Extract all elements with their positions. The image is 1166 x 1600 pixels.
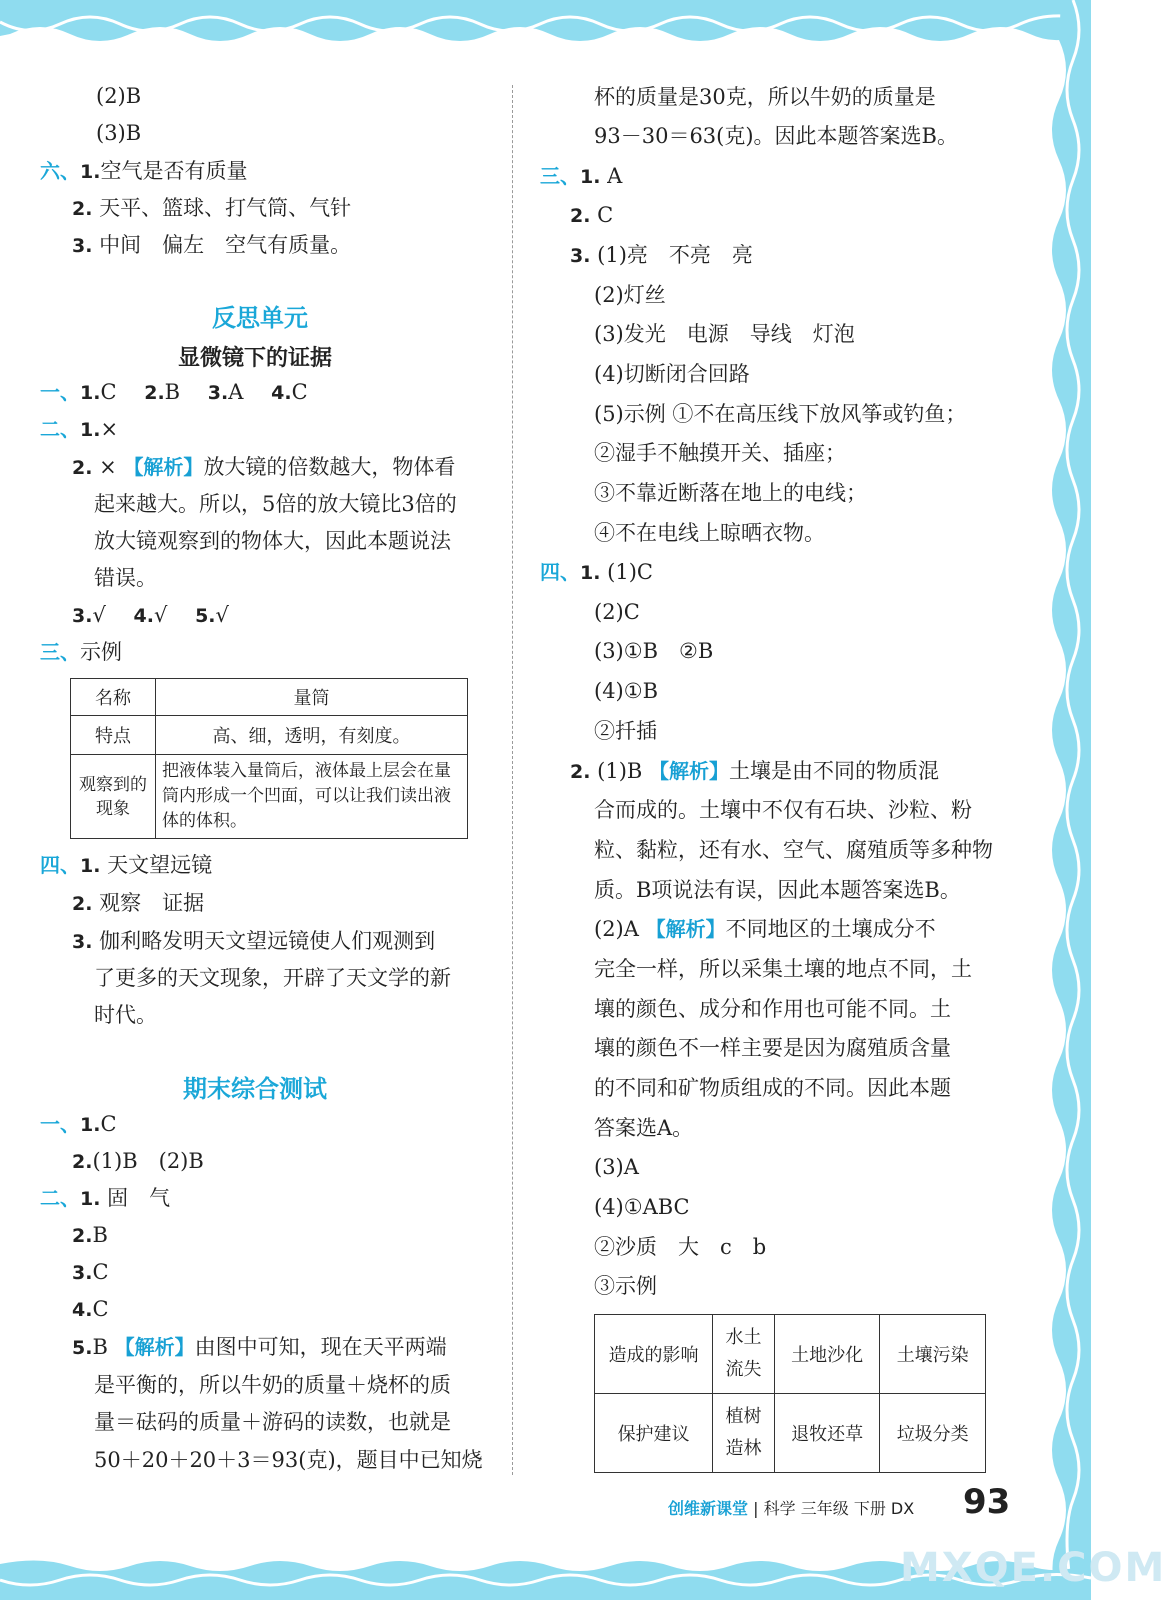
question-number: 2. <box>570 205 591 227</box>
answer-line: (4)①ABC <box>594 1195 690 1219</box>
section-four <box>40 851 212 880</box>
table-cell: 把液体装入量筒后，液体最上层会在量筒内形成一个凹面，可以让我们读出液体的体积。 <box>156 755 468 839</box>
answer-line: (3)①B ②B <box>594 639 714 663</box>
answer-line: ③示例 <box>594 1274 657 1298</box>
question-number: 1. <box>80 161 101 183</box>
section-label: 六、 <box>40 159 80 183</box>
answer-text: 空气是否有质量 <box>100 159 248 183</box>
analysis-line: 粒、黏粒，还有水、空气、腐殖质等多种物 <box>594 838 993 862</box>
soil-protection-table <box>594 1314 986 1473</box>
answer-line: ③不靠近断落在地上的电线； <box>594 481 867 505</box>
table-cell: 名称 <box>71 679 156 716</box>
column-divider <box>512 85 513 1475</box>
graduated-cylinder-table <box>70 678 468 839</box>
answer-text: C <box>100 1112 117 1136</box>
section-label: 四、 <box>40 853 80 877</box>
answer-text: √ <box>215 603 229 627</box>
table-cell: 植树造林 <box>713 1394 775 1473</box>
edition-label: DX <box>890 1499 915 1518</box>
answer-line: (4)切断闭合回路 <box>594 362 750 386</box>
section-label: 二、 <box>40 417 80 441</box>
answer-text: 中间 偏左 空气有质量。 <box>99 233 352 257</box>
analysis-text: 由图中可知，现在天平两端 <box>194 1335 447 1359</box>
page-number: 93 <box>963 1482 1011 1522</box>
answer-line: 时代。 <box>94 1003 157 1027</box>
table-cell: 土壤污染 <box>880 1315 986 1394</box>
answer-text: (1)B <box>597 759 643 783</box>
page-footer: 创维新课堂 | 科学 三年级 下册 DX <box>668 1499 915 1518</box>
answer-line: (4)①B <box>594 679 659 703</box>
question-number: 1. <box>80 1114 101 1136</box>
answer-line: (2)B <box>96 84 142 108</box>
analysis-text: 放大镜的倍数越大，物体看 <box>203 455 456 479</box>
analysis-text: 不同地区的土壤成分不 <box>725 917 936 941</box>
unit-title: 反思单元 <box>212 304 308 332</box>
answer-line <box>594 915 936 943</box>
question-number: 4. <box>271 382 292 404</box>
answer-line <box>72 1221 108 1250</box>
section-two <box>40 1184 170 1213</box>
answer-line: (3)发光 电源 导线 灯泡 <box>594 322 855 346</box>
analysis-line: 壤的颜色不一样主要是因为腐殖质含量 <box>594 1036 951 1060</box>
answer-text: B <box>92 1335 108 1359</box>
answer-line: (3)B <box>96 121 142 145</box>
analysis-line: 93－30＝63(克)。因此本题答案选B。 <box>594 124 958 148</box>
answer-line <box>570 201 613 230</box>
answer-text: (1)C <box>607 560 653 584</box>
analysis-line: 质。B项说法有误，因此本题答案选B。 <box>594 878 961 902</box>
answer-line <box>72 231 351 260</box>
answer-line: ②沙质 大 c b <box>594 1235 767 1259</box>
section-six <box>40 157 247 186</box>
analysis-line: 放大镜观察到的物体大，因此本题说法 <box>94 529 451 553</box>
analysis-tag: 【解析】 <box>645 917 726 941</box>
section-label: 四、 <box>540 560 580 584</box>
table-cell: 特点 <box>71 716 156 755</box>
table-cell: 土地沙化 <box>774 1315 880 1394</box>
section-label: 二、 <box>40 1186 80 1210</box>
answer-line: 了更多的天文现象，开辟了天文学的新 <box>94 966 451 990</box>
analysis-line: 完全一样，所以采集土壤的地点不同，土 <box>594 957 972 981</box>
section-three <box>40 638 122 666</box>
analysis-line: 起来越大。所以，5倍的放大镜比3倍的 <box>94 492 457 516</box>
analysis-tag: 【解析】 <box>114 1335 195 1359</box>
analysis-line: 壤的颜色、成分和作用也可能不同。土 <box>594 997 951 1021</box>
analysis-tag: 【解析】 <box>123 455 204 479</box>
table-cell: 垃圾分类 <box>880 1394 986 1473</box>
table-row <box>71 679 468 716</box>
answer-text: (1)B (2)B <box>92 1149 204 1173</box>
question-number: 1. <box>80 382 101 404</box>
answer-text: × <box>100 417 119 441</box>
analysis-text: 土壤是由不同的物质混 <box>729 759 940 783</box>
table-cell: 退牧还草 <box>774 1394 880 1473</box>
answer-line <box>570 757 939 786</box>
answer-line <box>72 927 435 956</box>
answer-line <box>72 453 455 482</box>
question-number: 4. <box>72 1299 93 1321</box>
answer-text: 观察 证据 <box>99 891 205 915</box>
right-wave-border <box>1031 0 1091 1600</box>
brand-name: 创维新课堂 <box>668 1499 749 1518</box>
section-label: 三、 <box>40 640 80 664</box>
question-number: 2. <box>72 893 93 915</box>
answer-line <box>570 241 753 270</box>
question-number: 4. <box>133 605 154 627</box>
question-number: 1. <box>80 855 101 877</box>
answer-text: C <box>92 1297 109 1321</box>
question-number: 3. <box>72 605 93 627</box>
question-number: 2. <box>144 382 165 404</box>
answer-text: C <box>597 203 614 227</box>
answer-line: (5)示例 ①不在高压线下放风筝或钓鱼； <box>594 402 967 426</box>
analysis-tag: 【解析】 <box>649 759 730 783</box>
section-label: 三、 <box>540 164 580 188</box>
volume-label: 下册 <box>853 1499 886 1518</box>
answer-line: ②扦插 <box>594 719 657 743</box>
answer-line <box>72 889 204 918</box>
table-cell: 量筒 <box>156 679 468 716</box>
section-four <box>540 558 653 587</box>
answer-text: A <box>607 164 623 188</box>
answer-text: 固 气 <box>107 1186 171 1210</box>
table-row <box>595 1394 986 1473</box>
question-number: 3. <box>72 931 93 953</box>
answer-text: 示例 <box>80 640 122 664</box>
answer-text: C <box>100 380 138 404</box>
answer-text: √ <box>153 603 189 627</box>
subject-label: 科学 <box>763 1499 796 1518</box>
section-one <box>40 378 308 407</box>
table-cell: 水土流失 <box>713 1315 775 1394</box>
answer-line <box>72 1258 109 1287</box>
answer-text: (2)A <box>594 917 639 941</box>
question-number: 1. <box>80 1188 101 1210</box>
question-number: 2. <box>72 198 93 220</box>
answer-line: (2)C <box>594 600 640 624</box>
table-cell: 高、细，透明，有刻度。 <box>156 716 468 755</box>
answer-line <box>72 1147 204 1176</box>
final-test-title: 期末综合测试 <box>183 1075 327 1103</box>
analysis-line: 错误。 <box>94 566 157 590</box>
answer-text: × <box>99 455 117 479</box>
question-number: 3. <box>72 235 93 257</box>
answer-text: (1)亮 不亮 亮 <box>597 243 753 267</box>
answer-text: B <box>92 1223 108 1247</box>
section-one <box>40 1110 117 1139</box>
answer-line: (3)A <box>594 1155 639 1179</box>
section-label: 一、 <box>40 380 80 404</box>
answer-text: C <box>291 380 308 404</box>
answer-text: B <box>164 380 202 404</box>
section-three <box>540 162 622 191</box>
answer-text: 天平、篮球、打气筒、气针 <box>99 196 352 220</box>
analysis-line: 合而成的。土壤中不仅有石块、沙粒、粉 <box>594 798 972 822</box>
analysis-line: 50＋20＋20＋3＝93(克)，题目中已知烧 <box>94 1448 483 1472</box>
question-number: 3. <box>570 245 591 267</box>
answer-line: ②湿手不触摸开关、插座； <box>594 441 846 465</box>
table-cell: 观察到的现象 <box>71 755 156 839</box>
table-row <box>71 755 468 839</box>
answer-line <box>72 601 229 630</box>
answer-text: A <box>228 380 265 404</box>
table-cell: 保护建议 <box>595 1394 713 1473</box>
section-two <box>40 415 118 444</box>
question-number: 1. <box>80 419 101 441</box>
answer-line: ④不在电线上晾晒衣物。 <box>594 521 825 545</box>
grade-label: 三年级 <box>800 1499 849 1518</box>
answer-line: (2)灯丝 <box>594 283 666 307</box>
unit-subtitle: 显微镜下的证据 <box>178 346 333 371</box>
analysis-line: 是平衡的，所以牛奶的质量＋烧杯的质 <box>94 1373 451 1397</box>
table-row <box>595 1315 986 1394</box>
table-row <box>71 716 468 755</box>
answer-line <box>72 1295 109 1324</box>
question-number: 2. <box>72 1225 93 1247</box>
question-number: 5. <box>195 605 216 627</box>
answer-text: √ <box>92 603 127 627</box>
question-number: 1. <box>580 562 601 584</box>
answer-text: 伽利略发明天文望远镜使人们观测到 <box>99 929 436 953</box>
answer-text: 天文望远镜 <box>107 853 213 877</box>
question-number: 2. <box>72 1151 93 1173</box>
analysis-line: 量＝砝码的质量＋游码的读数，也就是 <box>94 1410 451 1434</box>
section-label: 一、 <box>40 1112 80 1136</box>
table-cell: 造成的影响 <box>595 1315 713 1394</box>
question-number: 1. <box>580 166 601 188</box>
watermark: MXQE.COM <box>900 1545 1166 1591</box>
answer-line <box>72 194 351 223</box>
analysis-line: 杯的质量是30克，所以牛奶的质量是 <box>594 85 936 109</box>
question-number: 5. <box>72 1337 93 1359</box>
top-wave-border <box>0 0 1091 48</box>
question-number: 2. <box>72 457 93 479</box>
question-number: 2. <box>570 761 591 783</box>
answer-line <box>72 1333 447 1362</box>
analysis-line: 的不同和矿物质组成的不同。因此本题 <box>594 1076 951 1100</box>
question-number: 3. <box>207 382 229 404</box>
analysis-line: 答案选A。 <box>594 1116 694 1140</box>
answer-text: C <box>92 1260 109 1284</box>
question-number: 3. <box>72 1262 93 1284</box>
